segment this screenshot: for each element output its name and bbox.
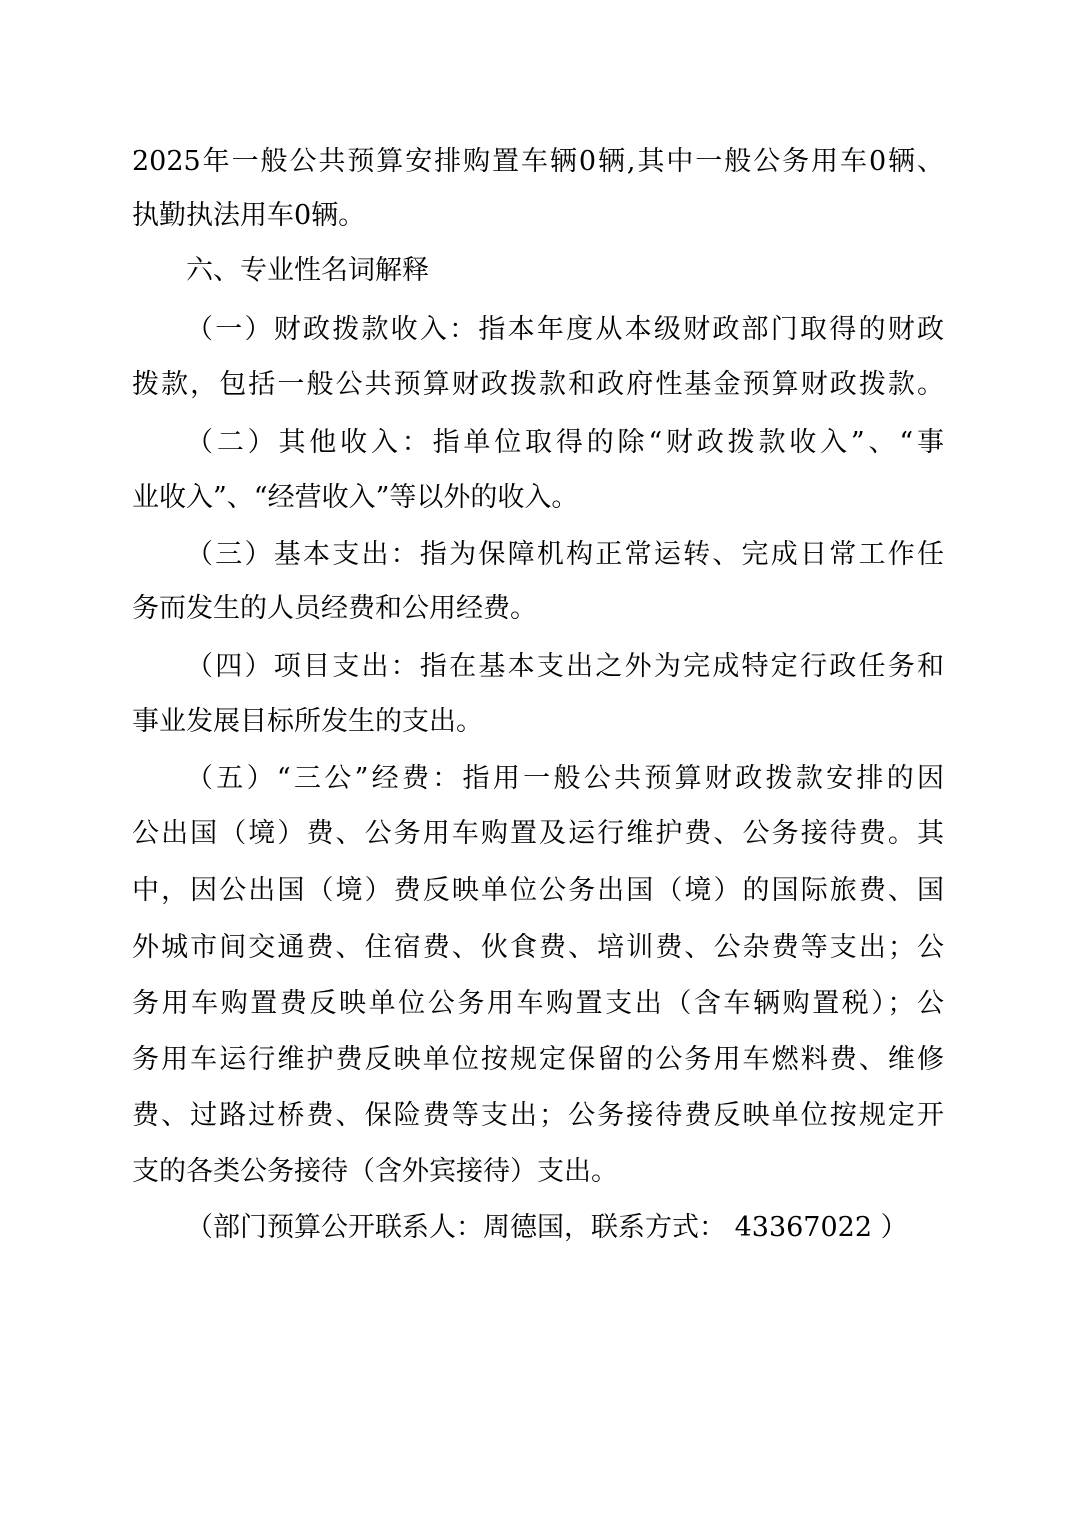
text-line-9: 务而发生的人员经费和公用经费。 [132,593,537,624]
text-line-1: 2025年一般公共预算安排购置车辆0辆,其中一般公务用车0辆、 [132,146,944,177]
text-line-11: 事业发展目标所发生的支出。 [132,706,483,737]
text-line-14: 中，因公出国（境）费反映单位公务出国（境）的国际旅费、国 [132,875,944,906]
text-line-10: （四）项目支出：指在基本支出之外为完成特定行政任务和 [186,651,944,682]
text-line-4: （一）财政拨款收入：指本年度从本级财政部门取得的财政 [186,314,944,345]
text-line-18: 费、过路过桥费、保险费等支出；公务接待费反映单位按规定开 [132,1100,944,1131]
text-line-12: （五）“三公”经费：指用一般公共预算财政拨款安排的因 [186,763,944,794]
text-line-13: 公出国（境）费、公务用车购置及运行维护费、公务接待费。其 [132,818,944,849]
text-line-16: 务用车购置费反映单位公务用车购置支出（含车辆购置税）；公 [132,988,944,1019]
contact-line: （部门预算公开联系人：周德国，联系方式： 43367022 ） [186,1212,908,1243]
text-line-6: （二）其他收入：指单位取得的除“财政拨款收入”、“事 [186,427,944,458]
text-line-17: 务用车运行维护费反映单位按规定保留的公务用车燃料费、维修 [132,1044,944,1075]
section-heading: 六、专业性名词解释 [186,255,429,286]
text-line-5: 拨款，包括一般公共预算财政拨款和政府性基金预算财政拨款。 [132,369,944,400]
text-line-2: 执勤执法用车0辆。 [132,200,366,231]
text-line-8: （三）基本支出：指为保障机构正常运转、完成日常工作任 [186,539,944,570]
text-line-19: 支的各类公务接待（含外宾接待）支出。 [132,1156,618,1187]
text-line-7: 业收入”、“经营收入”等以外的收入。 [132,482,579,513]
text-line-15: 外城市间交通费、住宿费、伙食费、培训费、公杂费等支出；公 [132,932,944,963]
